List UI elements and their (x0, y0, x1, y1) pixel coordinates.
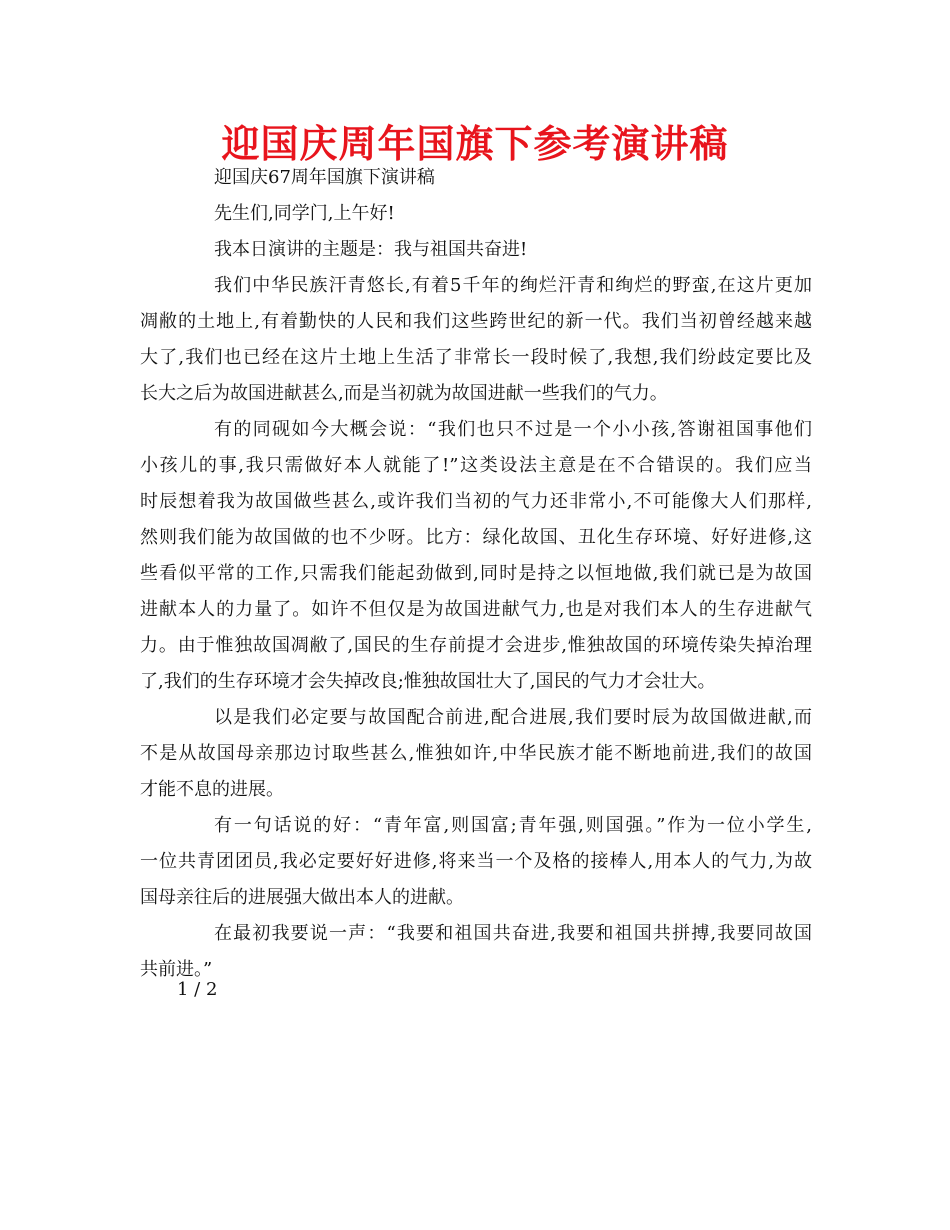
paragraph-line: 力。由于惟独故国凋敝了,国民的生存前提才会进步,惟独故国的环境传染失掉治理 (140, 635, 812, 656)
paragraph-line: 有一句话说的好：“青年富,则国富;青年强,则国强。”作为一位小学生, (214, 815, 812, 836)
paragraph-line: 进献本人的力量了。如许不但仅是为故国进献气力,也是对我们本人的生存进献气 (140, 599, 812, 620)
paragraph-line: 凋敝的土地上,有着勤快的人民和我们这些跨世纪的新一代。我们当初曾经越来越 (140, 311, 812, 332)
paragraph-line: 些看似平常的工作,只需我们能起劲做到,同时是持之以恒地做,我们就已是为故国 (140, 563, 812, 584)
paragraph-line: 不是从故国母亲那边讨取些甚么,惟独如许,中华民族才能不断地前进,我们的故国 (140, 743, 812, 764)
paragraph-line: 我本日演讲的主题是：我与祖国共奋进! (214, 239, 528, 260)
paragraph-line: 我们中华民族汗青悠长,有着5千年的绚烂汗青和绚烂的野蛮,在这片更加 (214, 275, 812, 296)
paragraph-line: 国母亲往后的进展强大做出本人的进献。 (140, 887, 464, 908)
paragraph-line: 迎国庆67周年国旗下演讲稿 (214, 167, 435, 188)
paragraph-line: 共前进。” (140, 959, 213, 980)
paragraph-line: 先生们,同学门,上午好! (214, 203, 395, 224)
document-body (140, 160, 812, 988)
paragraph-line: 一位共青团团员,我必定要好好进修,将来当一个及格的接棒人,用本人的气力,为故 (140, 851, 812, 872)
paragraph-line: 才能不息的进展。 (140, 779, 284, 800)
paragraph-line: 在最初我要说一声：“我要和祖国共奋进,我要和祖国共拼搏,我要同故国 (214, 923, 812, 944)
page-number: 1 / 2 (177, 979, 218, 1000)
paragraph-line: 长大之后为故国进献甚么,而是当初就为故国进献一些我们的气力。 (140, 383, 668, 404)
paragraph-line: 然则我们能为故国做的也不少呀。比方：绿化故国、丑化生存环境、好好进修,这 (140, 527, 812, 548)
paragraph-line: 大了,我们也已经在这片土地上生活了非常长一段时候了,我想,我们纷歧定要比及 (140, 347, 812, 368)
paragraph-line: 以是我们必定要与故国配合前进,配合进展,我们要时辰为故国做进献,而 (214, 707, 812, 728)
paragraph-line: 小孩儿的事,我只需做好本人就能了!”这类设法主意是在不合错误的。我们应当 (140, 455, 812, 476)
paragraph-line: 时辰想着我为故国做些甚么,或许我们当初的气力还非常小,不可能像大人们那样, (140, 491, 812, 512)
paragraph-line: 有的同砚如今大概会说：“我们也只不过是一个小小孩,答谢祖国事他们 (214, 419, 812, 440)
document-title: 迎国庆周年国旗下参考演讲稿 (221, 122, 729, 166)
paragraph-line: 了,我们的生存环境才会失掉改良;惟独故国壮大了,国民的气力才会壮大。 (140, 671, 716, 692)
